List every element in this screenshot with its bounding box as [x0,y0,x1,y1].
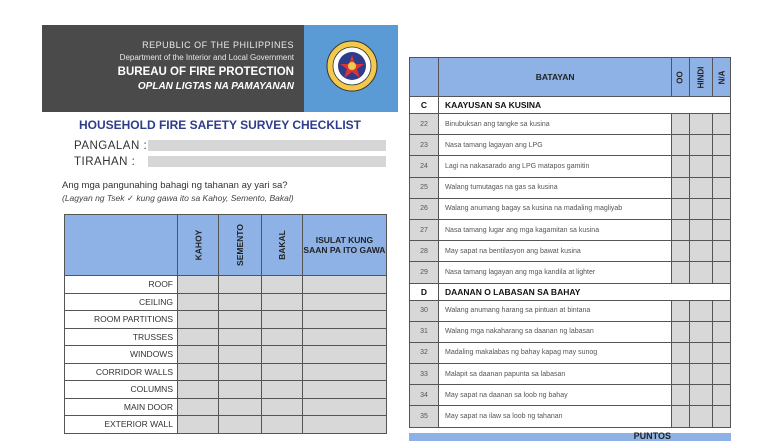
material-checkbox-cell[interactable] [302,381,386,399]
na-checkbox-cell[interactable] [713,177,731,198]
header-banner [42,25,398,112]
material-checkbox-cell[interactable] [261,311,302,329]
item-number: 30 [410,300,439,321]
hindi-checkbox-cell[interactable] [690,262,713,283]
material-checkbox-cell[interactable] [302,416,386,434]
material-checkbox-cell[interactable] [302,293,386,311]
material-checkbox-cell[interactable] [261,398,302,416]
item-number: 22 [410,114,439,135]
header-text [42,39,294,93]
kahoy-header: KAHOY [178,215,219,276]
material-checkbox-cell[interactable] [261,276,302,294]
score-label: PUNTOS [633,431,671,441]
na-checkbox-cell[interactable] [713,114,731,135]
program-label: OPLAN LIGTAS NA PAMAYANAN [137,81,294,92]
item-text: Nasa tamang lugar ang mga kagamitan sa kusina [439,219,672,240]
na-checkbox-cell[interactable] [713,406,731,427]
material-checkbox-cell[interactable] [219,363,262,381]
na-checkbox-cell[interactable] [713,300,731,321]
na-checkbox-cell[interactable] [713,219,731,240]
na-checkbox-cell[interactable] [713,135,731,156]
bureau-label: BUREAU OF FIRE PROTECTION [117,66,294,78]
na-checkbox-cell[interactable] [713,262,731,283]
na-checkbox-cell[interactable] [713,342,731,363]
material-checkbox-cell[interactable] [219,381,262,399]
item-text: Walang anumang bagay sa kusina na madaling magliyab [439,198,672,219]
material-checkbox-cell[interactable] [219,328,262,346]
item-text: Madaling makalabas ng bahay kapag may sunog [439,342,672,363]
item-number: 29 [410,262,439,283]
item-text: May sapat na ilaw sa loob ng tahanan [439,406,672,427]
checklist-row [410,114,731,135]
material-checkbox-cell[interactable] [178,416,219,434]
hindi-checkbox-cell[interactable] [690,114,713,135]
item-number: 24 [410,156,439,177]
item-text: Walang mga nakaharang sa daanan ng labasan [439,321,672,342]
item-text: Nasa tamang lagayan ang mga kandila at lighter [439,262,672,283]
material-checkbox-cell[interactable] [261,416,302,434]
material-checkbox-cell[interactable] [302,398,386,416]
materials-table [64,214,387,434]
material-row-label: MAIN DOOR [65,398,178,416]
item-text: Walang tumutagas na gas sa kusina [439,177,672,198]
oo-checkbox-cell[interactable] [672,241,690,262]
oo-checkbox-cell[interactable] [672,135,690,156]
na-checkbox-cell[interactable] [713,321,731,342]
hindi-checkbox-cell[interactable] [690,156,713,177]
address-label: TIRAHAN : [74,156,136,168]
section-row [410,97,731,114]
material-checkbox-cell[interactable] [219,311,262,329]
material-row [65,311,387,329]
item-number: 35 [410,406,439,427]
item-text: Lagi na nakasarado ang LPG matapos gamitin [439,156,672,177]
checklist-row [410,135,731,156]
checklist-row [410,321,731,342]
name-label: PANGALAN : [74,140,148,152]
seal-panel [304,25,398,112]
material-row-label: CEILING [65,293,178,311]
address-field[interactable] [148,156,386,167]
name-field[interactable] [148,140,386,151]
material-row [65,293,387,311]
material-checkbox-cell[interactable] [219,398,262,416]
material-row [65,363,387,381]
material-row-label: COLUMNS [65,381,178,399]
checklist-row [410,198,731,219]
material-checkbox-cell[interactable] [178,363,219,381]
checklist-table [409,57,731,428]
material-checkbox-cell[interactable] [219,416,262,434]
hindi-checkbox-cell[interactable] [690,241,713,262]
hindi-checkbox-cell[interactable] [690,219,713,240]
material-checkbox-cell[interactable] [219,276,262,294]
score-footer [409,433,731,441]
material-checkbox-cell[interactable] [219,346,262,364]
material-row-label: TRUSSES [65,328,178,346]
checklist-row [410,300,731,321]
material-row [65,328,387,346]
section-row [410,283,731,300]
material-row-label: ROOM PARTITIONS [65,311,178,329]
material-checkbox-cell[interactable] [302,346,386,364]
material-row-label: WINDOWS [65,346,178,364]
hindi-checkbox-cell[interactable] [690,300,713,321]
material-row-label: EXTERIOR WALL [65,416,178,434]
oo-checkbox-cell[interactable] [672,300,690,321]
section-letter: D [410,283,439,300]
na-checkbox-cell[interactable] [713,385,731,406]
checklist-row [410,406,731,427]
material-row [65,416,387,434]
checklist-row [410,364,731,385]
oo-checkbox-cell[interactable] [672,385,690,406]
material-checkbox-cell[interactable] [302,311,386,329]
material-checkbox-cell[interactable] [261,363,302,381]
na-checkbox-cell[interactable] [713,198,731,219]
material-checkbox-cell[interactable] [178,381,219,399]
material-checkbox-cell[interactable] [178,328,219,346]
oo-checkbox-cell[interactable] [672,342,690,363]
department-label: Department of the Interior and Local Government [119,53,294,62]
item-text: May sapat na bentilasyon ang bawat kusina [439,241,672,262]
checklist-row [410,342,731,363]
section-letter: C [410,97,439,114]
item-text: Walang anumang harang sa pintuan at bintana [439,300,672,321]
oo-header: OO [672,58,690,97]
material-row [65,381,387,399]
na-checkbox-cell[interactable] [713,241,731,262]
hindi-checkbox-cell[interactable] [690,177,713,198]
bfp-seal-icon [326,40,378,92]
item-number: 25 [410,177,439,198]
materials-body [65,276,387,434]
blank-header [65,215,178,276]
oo-checkbox-cell[interactable] [672,156,690,177]
material-checkbox-cell[interactable] [219,293,262,311]
item-text: Malapit sa daanan papunta sa labasan [439,364,672,385]
item-number: 31 [410,321,439,342]
item-number: 27 [410,219,439,240]
item-number: 26 [410,198,439,219]
checklist-row [410,156,731,177]
hindi-checkbox-cell[interactable] [690,385,713,406]
hindi-checkbox-cell[interactable] [690,406,713,427]
item-number: 34 [410,385,439,406]
hindi-checkbox-cell[interactable] [690,364,713,385]
bakal-header: BAKAL [261,215,302,276]
other-material-header: ISULAT KUNG SAAN PA ITO GAWA [302,215,386,276]
na-header: N/A [713,58,731,97]
material-row-label: ROOF [65,276,178,294]
semento-header: SEMENTO [219,215,262,276]
republic-label: REPUBLIC OF THE PHILIPPINES [142,40,294,50]
hindi-checkbox-cell[interactable] [690,135,713,156]
oo-checkbox-cell[interactable] [672,262,690,283]
item-number: 23 [410,135,439,156]
material-row [65,346,387,364]
hindi-header: HINDI [690,58,713,97]
batayan-header: BATAYAN [439,58,672,97]
material-checkbox-cell[interactable] [261,293,302,311]
section-title: KAAYUSAN SA KUSINA [439,97,731,114]
material-checkbox-cell[interactable] [302,363,386,381]
checklist-body [410,97,731,428]
material-checkbox-cell[interactable] [178,276,219,294]
page-title: HOUSEHOLD FIRE SAFETY SURVEY CHECKLIST [78,118,362,132]
material-checkbox-cell[interactable] [261,328,302,346]
item-number: 28 [410,241,439,262]
oo-checkbox-cell[interactable] [672,364,690,385]
material-row [65,398,387,416]
oo-checkbox-cell[interactable] [672,198,690,219]
oo-checkbox-cell[interactable] [672,177,690,198]
material-row-label: CORRIDOR WALLS [65,363,178,381]
oo-checkbox-cell[interactable] [672,406,690,427]
section-title: DAANAN O LABASAN SA BAHAY [439,283,731,300]
number-header [410,58,439,97]
material-checkbox-cell[interactable] [178,311,219,329]
checklist-row [410,177,731,198]
hindi-checkbox-cell[interactable] [690,198,713,219]
material-checkbox-cell[interactable] [178,398,219,416]
material-checkbox-cell[interactable] [302,276,386,294]
checklist-row [410,385,731,406]
item-text: Nasa tamang lagayan ang LPG [439,135,672,156]
item-number: 32 [410,342,439,363]
oo-checkbox-cell[interactable] [672,114,690,135]
material-row [65,276,387,294]
oo-checkbox-cell[interactable] [672,219,690,240]
material-checkbox-cell[interactable] [178,293,219,311]
checklist-row [410,219,731,240]
na-checkbox-cell[interactable] [713,156,731,177]
na-checkbox-cell[interactable] [713,364,731,385]
item-text: May sapat na daanan sa loob ng bahay [439,385,672,406]
oo-checkbox-cell[interactable] [672,321,690,342]
question-text: Ang mga pangunahing bahagi ng tahanan ay yari sa? [62,180,288,191]
material-checkbox-cell[interactable] [261,381,302,399]
item-text: Binubuksan ang tangke sa kusina [439,114,672,135]
checklist-row [410,262,731,283]
item-number: 33 [410,364,439,385]
hindi-checkbox-cell[interactable] [690,321,713,342]
hindi-checkbox-cell[interactable] [690,342,713,363]
material-checkbox-cell[interactable] [261,346,302,364]
checklist-row [410,241,731,262]
question-hint: (Lagyan ng Tsek ✓ kung gawa ito sa Kahoy, Semento, Bakal) [62,193,294,203]
material-checkbox-cell[interactable] [178,346,219,364]
material-checkbox-cell[interactable] [302,328,386,346]
